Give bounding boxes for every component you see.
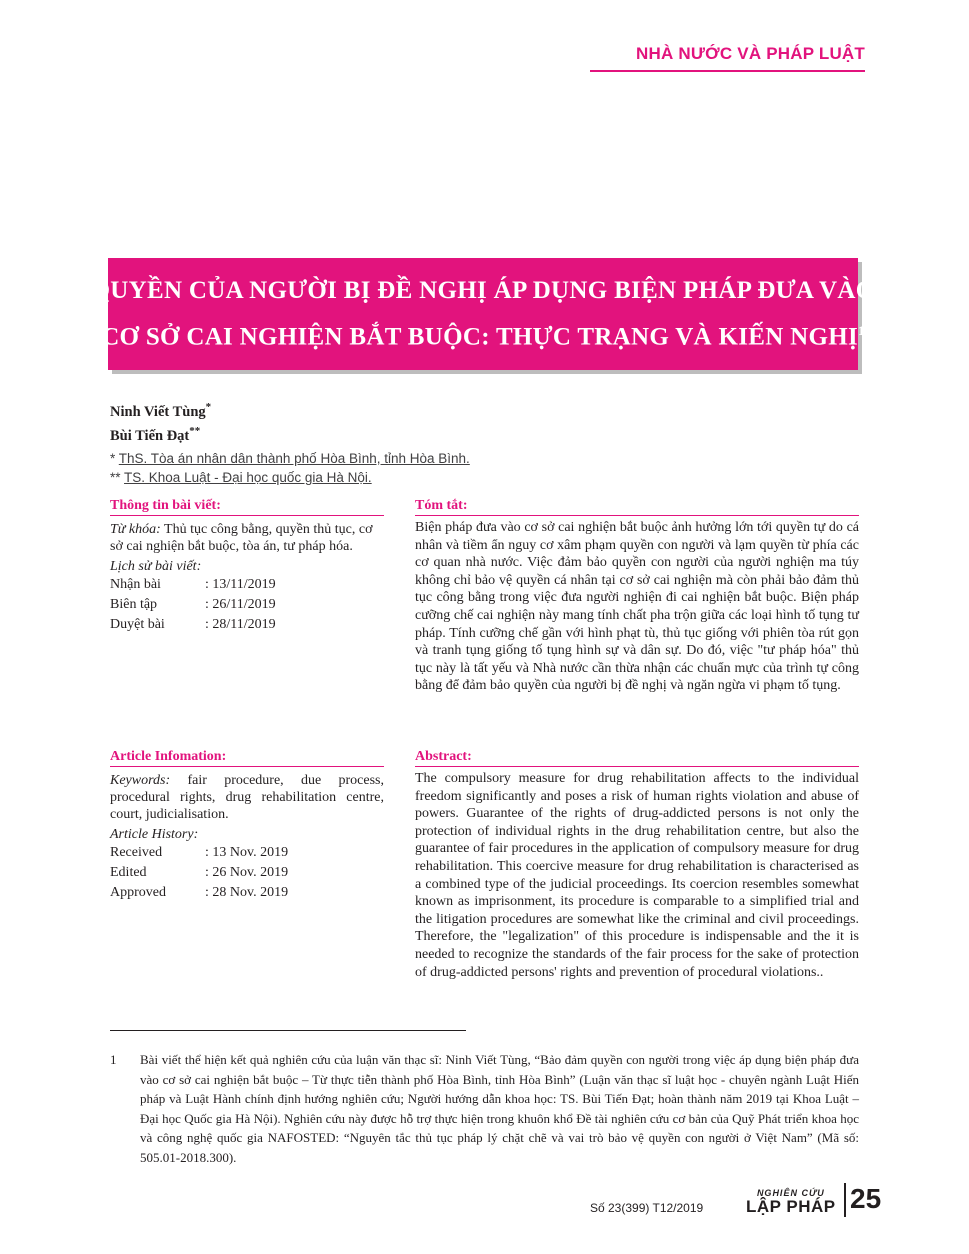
en-abstract-heading: Abstract: [415, 749, 472, 764]
footnote [110, 1050, 859, 1168]
vi-abstract-heading: Tóm tắt: [415, 498, 468, 513]
en-history-label: Article History: [110, 827, 199, 842]
issue-number: Số 23(399) T12/2019 [590, 1201, 704, 1215]
publication-logo-bottom: LẬP PHÁP [746, 1197, 836, 1216]
vi-info-heading: Thông tin bài viết: [110, 498, 221, 513]
vi-history-row: Biên tập : 26/11/2019 [110, 597, 276, 612]
affiliation-1: * ThS. Tòa án nhân dân thành phố Hòa Bình, tỉnh Hòa Bình. [110, 450, 470, 466]
vi-abstract-rule [415, 515, 859, 516]
footnote-text: Bài viết thể hiện kết quả nghiên cứu của luận văn thạc sĩ: Ninh Viết Tùng, “Bảo đảm quyền con người trong việc áp dụng biện pháp đưa vào cơ sở cai nghiện bắt buộc – Từ thực tiễn thành phố Hòa Bình, tỉnh Hòa Bình” (Luận văn thạc sĩ luật học - chuyên ngành Luật Hiến pháp và Luật Hành chính định hướng nghiên cứu; Người hướng dẫn khoa học: TS. Bùi Tiến Đạt; hoàn thành năm 2019 tại Khoa Luật – Đại học Quốc gia Hà Nội). Nghiên cứu này được hỗ trợ thực hiện trong khuôn khổ Đề tài nghiên cứu cơ bản của Quỹ Phát triển khoa học và công nghệ quốc gia NAFOSTED: “Nguyên tắc thủ tục pháp lý chặt chẽ và vai trò bảo vệ quyền con người ở Việt Nam” (Mã số: 505.01-2018.300). [140, 1052, 859, 1165]
publication-logo-top: NGHIÊN CỨU [756, 1188, 825, 1198]
article-title-box [90, 258, 876, 370]
publication-logo [746, 1188, 836, 1216]
en-abstract-text: The compulsory measure for drug rehabilitation affects to the individual freedom significantly and poses a risk of human rights violation and abuse of powers. Guarantee of the rights of drug-addicted persons is not only the protection of individual rights in the drug rehabilitation centre, but also the guarantee of fair procedures in the application of compulsory measure for drug rehabilitation. This coercive measure for drug rehabilitation is characterised as a combined type of the judicial proceedings. Its coercion resembles somewhat known as imprisonment, its procedure is comparable to a simplified trial and the litigation procedures are somewhat like the criminal and civil proceedings. Therefore, the "legalization" of this procedure is indispensable and the it is needed to recognize the standards of the fair process for the sake of protection of drug-addicted persons' rights and prevention of procedural violations.. [415, 771, 859, 980]
vi-abstract-text: Biện pháp đưa vào cơ sở cai nghiện bắt buộc ảnh hưởng lớn tới quyền tự do cá nhân và tiềm ẩn nguy cơ xâm phạm quyền con người và lạm quyền từ phía các cơ quan nhà nước. Việc đảm bảo quyền con người của người nghiện ma túy không chỉ bảo vệ quyền cá nhân tại cơ sở cai nghiện mà còn phải bảo đảm thủ tục công bằng trong việc đưa người nghiện đi cai nghiện bắt buộc. Biện pháp cưỡng chế cai nghiện này mang tính chất pha trộn giữa các loại hình tố tụng tư pháp. Tính cưỡng chế gần với hình phạt tù, thủ tục giống với phiên tòa rút gọn và tranh tụng giống tố tụng hình sự và dân sự. Do đó, việc "tư pháp hóa" thủ tục này là tất yếu và Nhà nước cần thừa nhận các chuẩn mực của trình tự công bằng để đảm bảo quyền của người bị đề nghị và ngăn ngừa vi phạm tố tụng. [415, 520, 859, 694]
en-info-rule [110, 766, 384, 767]
en-abstract [415, 748, 859, 981]
article-title-line-2: CƠ SỞ CAI NGHIỆN BẮT BUỘC: THỰC TRẠNG VÀ KIẾN NGHỊ$^1$ [101, 322, 865, 351]
article-title-line-1: QUYỀN CỦA NGƯỜI BỊ ĐỀ NGHỊ ÁP DỤNG BIỆN PHÁP ĐƯA VÀO [90, 276, 876, 304]
en-article-info [110, 748, 384, 903]
footnote-rule [110, 1030, 466, 1031]
en-history-row: Edited : 26 Nov. 2019 [110, 865, 289, 880]
vi-abstract [415, 497, 859, 695]
vi-history-row: Nhận bài : 13/11/2019 [110, 577, 276, 592]
authors-block [110, 398, 470, 487]
page-number-divider [844, 1183, 846, 1217]
section-header: NHÀ NƯỚC VÀ PHÁP LUẬT [636, 44, 865, 63]
affiliation-2: ** TS. Khoa Luật - Đại học quốc gia Hà Nội. [110, 469, 372, 485]
en-abstract-rule [415, 766, 859, 767]
en-history-row: Approved : 28 Nov. 2019 [110, 885, 289, 900]
footnote-number: 1 [110, 1052, 117, 1067]
title-footnote-mark: 1 [858, 322, 865, 338]
vi-article-info [110, 497, 384, 635]
page-number: 25 [850, 1183, 882, 1214]
author-2: Bùi Tiến Đạt** [110, 424, 201, 444]
en-info-heading: Article Infomation: [110, 749, 227, 764]
section-header-rule [590, 70, 865, 72]
author-1: Ninh Viết Tùng* [110, 401, 212, 420]
vi-info-rule [110, 515, 384, 516]
vi-history-row: Duyệt bài : 28/11/2019 [110, 617, 276, 632]
en-keywords: Keywords: fair procedure, due process, procedural rights, drug rehabilitation centre, court, judicialisation. [110, 773, 384, 822]
en-history-row: Received : 13 Nov. 2019 [110, 845, 289, 860]
vi-keywords: Từ khóa: Thủ tục công bằng, quyền thủ tục, cơ sở cai nghiện bắt buộc, tòa án, tư pháp hóa. [110, 522, 373, 554]
vi-history-label: Lịch sử bài viết: [110, 559, 202, 574]
